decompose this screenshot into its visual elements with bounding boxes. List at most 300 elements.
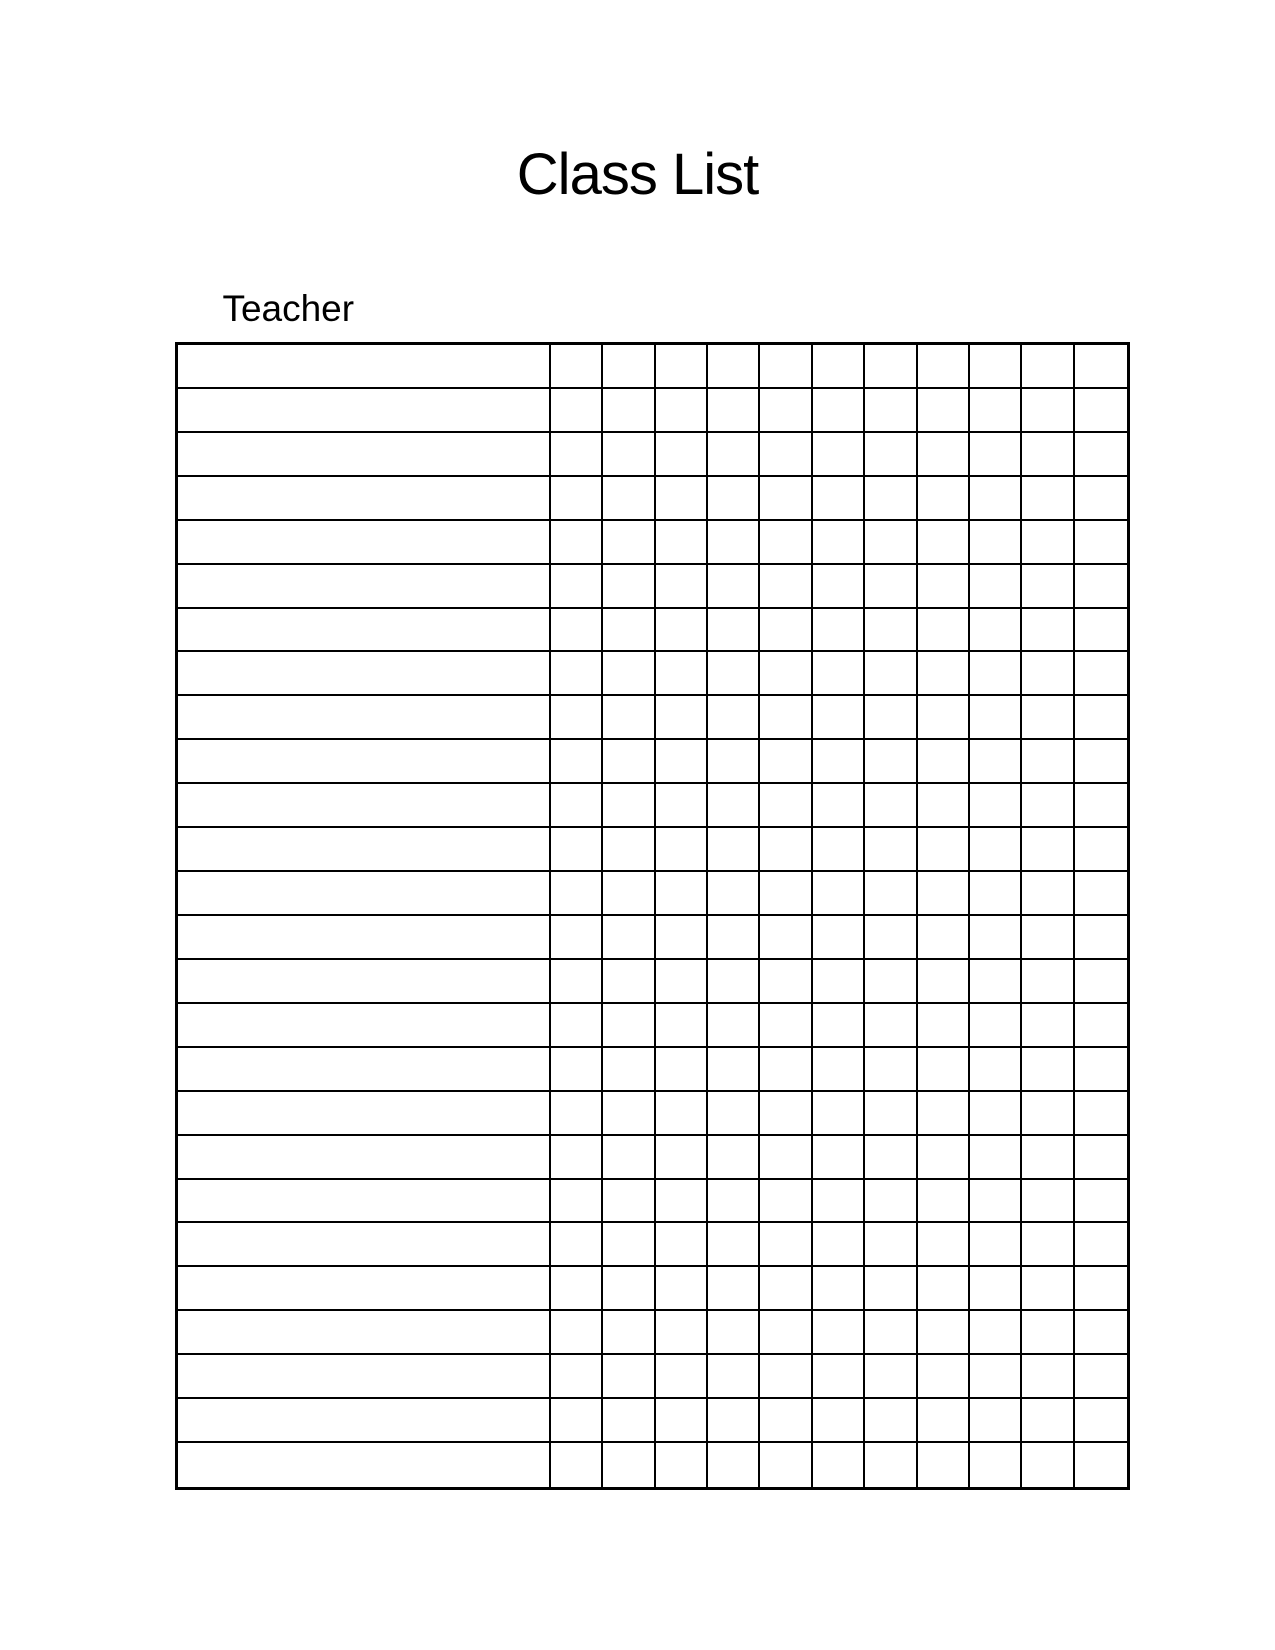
student-name-cell <box>178 565 551 609</box>
mark-cell <box>1022 1004 1074 1048</box>
mark-cell <box>656 1180 708 1224</box>
student-name-cell <box>178 872 551 916</box>
mark-cell <box>1022 565 1074 609</box>
mark-cell <box>551 433 603 477</box>
mark-cell <box>760 1092 812 1136</box>
mark-cell <box>970 740 1022 784</box>
mark-cell <box>918 521 970 565</box>
student-name-cell <box>178 740 551 784</box>
mark-cell <box>865 1136 917 1180</box>
mark-cell <box>656 521 708 565</box>
student-name-cell <box>178 609 551 653</box>
mark-cell <box>970 1136 1022 1180</box>
mark-cell <box>970 696 1022 740</box>
mark-cell <box>603 828 655 872</box>
mark-cell <box>656 1399 708 1443</box>
student-name-cell <box>178 521 551 565</box>
mark-cell <box>970 1399 1022 1443</box>
mark-cell <box>813 1180 865 1224</box>
mark-cell <box>970 433 1022 477</box>
mark-cell <box>918 1399 970 1443</box>
mark-cell <box>603 389 655 433</box>
mark-cell <box>708 1267 760 1311</box>
mark-cell <box>865 389 917 433</box>
mark-cell <box>1022 1443 1074 1487</box>
mark-cell <box>656 1092 708 1136</box>
mark-cell <box>970 960 1022 1004</box>
mark-cell <box>603 477 655 521</box>
mark-cell <box>551 1355 603 1399</box>
mark-cell <box>760 784 812 828</box>
mark-cell <box>551 1443 603 1487</box>
mark-cell <box>865 609 917 653</box>
mark-cell <box>760 740 812 784</box>
mark-cell <box>813 521 865 565</box>
mark-cell <box>708 433 760 477</box>
mark-cell <box>603 1048 655 1092</box>
student-name-cell <box>178 433 551 477</box>
mark-cell <box>1075 521 1127 565</box>
mark-cell <box>970 828 1022 872</box>
mark-cell <box>551 609 603 653</box>
mark-cell <box>708 828 760 872</box>
mark-cell <box>1075 433 1127 477</box>
mark-cell <box>865 916 917 960</box>
mark-cell <box>551 345 603 389</box>
student-name-cell <box>178 1092 551 1136</box>
mark-cell <box>760 1267 812 1311</box>
mark-cell <box>551 1004 603 1048</box>
mark-cell <box>551 1223 603 1267</box>
mark-cell <box>603 696 655 740</box>
mark-cell <box>970 1443 1022 1487</box>
mark-cell <box>918 828 970 872</box>
mark-cell <box>813 433 865 477</box>
mark-cell <box>1022 1399 1074 1443</box>
mark-cell <box>551 1092 603 1136</box>
mark-cell <box>656 916 708 960</box>
mark-cell <box>708 740 760 784</box>
student-name-cell <box>178 784 551 828</box>
mark-cell <box>1075 696 1127 740</box>
mark-cell <box>603 1004 655 1048</box>
mark-cell <box>970 872 1022 916</box>
student-name-cell <box>178 1136 551 1180</box>
mark-cell <box>760 565 812 609</box>
mark-cell <box>918 1355 970 1399</box>
mark-cell <box>603 872 655 916</box>
mark-cell <box>603 345 655 389</box>
mark-cell <box>813 1267 865 1311</box>
mark-cell <box>656 565 708 609</box>
mark-cell <box>1022 1180 1074 1224</box>
mark-cell <box>1075 1355 1127 1399</box>
mark-cell <box>603 521 655 565</box>
mark-cell <box>1022 740 1074 784</box>
mark-cell <box>551 1048 603 1092</box>
mark-cell <box>656 609 708 653</box>
mark-cell <box>760 1136 812 1180</box>
mark-cell <box>918 1092 970 1136</box>
mark-cell <box>603 1180 655 1224</box>
mark-cell <box>760 1355 812 1399</box>
mark-cell <box>551 565 603 609</box>
mark-cell <box>918 345 970 389</box>
mark-cell <box>551 696 603 740</box>
mark-cell <box>708 565 760 609</box>
mark-cell <box>1075 1092 1127 1136</box>
mark-cell <box>760 1443 812 1487</box>
mark-cell <box>813 477 865 521</box>
student-name-cell <box>178 1311 551 1355</box>
mark-cell <box>865 521 917 565</box>
mark-cell <box>1075 1180 1127 1224</box>
mark-cell <box>918 565 970 609</box>
mark-cell <box>865 828 917 872</box>
mark-cell <box>656 740 708 784</box>
mark-cell <box>551 960 603 1004</box>
mark-cell <box>551 740 603 784</box>
mark-cell <box>551 1180 603 1224</box>
mark-cell <box>603 960 655 1004</box>
mark-cell <box>656 652 708 696</box>
mark-cell <box>656 389 708 433</box>
mark-cell <box>918 389 970 433</box>
mark-cell <box>708 609 760 653</box>
mark-cell <box>551 652 603 696</box>
mark-cell <box>603 740 655 784</box>
teacher-label: Teacher <box>222 288 355 329</box>
mark-cell <box>813 1136 865 1180</box>
mark-cell <box>813 609 865 653</box>
mark-cell <box>656 1355 708 1399</box>
mark-cell <box>1022 696 1074 740</box>
mark-cell <box>760 872 812 916</box>
mark-cell <box>1075 1136 1127 1180</box>
mark-cell <box>551 477 603 521</box>
mark-cell <box>918 960 970 1004</box>
mark-cell <box>970 1180 1022 1224</box>
mark-cell <box>1075 916 1127 960</box>
mark-cell <box>918 1311 970 1355</box>
mark-cell <box>603 1311 655 1355</box>
mark-cell <box>760 828 812 872</box>
mark-cell <box>1022 652 1074 696</box>
mark-cell <box>970 1267 1022 1311</box>
mark-cell <box>656 872 708 916</box>
mark-cell <box>1075 1223 1127 1267</box>
mark-cell <box>1075 652 1127 696</box>
mark-cell <box>1075 1311 1127 1355</box>
mark-cell <box>1022 1311 1074 1355</box>
mark-cell <box>656 960 708 1004</box>
mark-cell <box>1075 740 1127 784</box>
student-name-cell <box>178 1267 551 1311</box>
mark-cell <box>970 1048 1022 1092</box>
mark-cell <box>760 1399 812 1443</box>
mark-cell <box>708 345 760 389</box>
student-name-cell <box>178 1399 551 1443</box>
mark-cell <box>708 1136 760 1180</box>
mark-cell <box>603 433 655 477</box>
mark-cell <box>656 1048 708 1092</box>
mark-cell <box>1022 1267 1074 1311</box>
mark-cell <box>551 521 603 565</box>
mark-cell <box>656 784 708 828</box>
mark-cell <box>760 1311 812 1355</box>
mark-cell <box>656 696 708 740</box>
student-name-cell <box>178 1443 551 1487</box>
mark-cell <box>708 784 760 828</box>
mark-cell <box>656 477 708 521</box>
student-name-cell <box>178 389 551 433</box>
mark-cell <box>1022 1048 1074 1092</box>
mark-cell <box>760 1048 812 1092</box>
mark-cell <box>865 784 917 828</box>
mark-cell <box>1075 1267 1127 1311</box>
mark-cell <box>603 1399 655 1443</box>
mark-cell <box>603 1223 655 1267</box>
mark-cell <box>1022 960 1074 1004</box>
mark-cell <box>760 696 812 740</box>
mark-cell <box>1022 433 1074 477</box>
mark-cell <box>918 1267 970 1311</box>
student-name-cell <box>178 1355 551 1399</box>
mark-cell <box>970 1092 1022 1136</box>
mark-cell <box>1022 1136 1074 1180</box>
mark-cell <box>1075 828 1127 872</box>
class-list-table <box>175 342 1130 1490</box>
mark-cell <box>865 477 917 521</box>
mark-cell <box>970 1004 1022 1048</box>
mark-cell <box>551 916 603 960</box>
mark-cell <box>918 1443 970 1487</box>
mark-cell <box>708 696 760 740</box>
mark-cell <box>813 389 865 433</box>
mark-cell <box>970 389 1022 433</box>
mark-cell <box>1075 784 1127 828</box>
mark-cell <box>865 696 917 740</box>
mark-cell <box>918 916 970 960</box>
mark-cell <box>970 521 1022 565</box>
mark-cell <box>918 1136 970 1180</box>
mark-cell <box>708 521 760 565</box>
mark-cell <box>551 828 603 872</box>
student-name-cell <box>178 1223 551 1267</box>
mark-cell <box>656 1136 708 1180</box>
mark-cell <box>551 1399 603 1443</box>
mark-cell <box>918 477 970 521</box>
mark-cell <box>918 696 970 740</box>
mark-cell <box>708 389 760 433</box>
mark-cell <box>970 916 1022 960</box>
mark-cell <box>708 1399 760 1443</box>
mark-cell <box>970 565 1022 609</box>
mark-cell <box>1075 345 1127 389</box>
mark-cell <box>656 1443 708 1487</box>
mark-cell <box>603 1443 655 1487</box>
student-name-cell <box>178 960 551 1004</box>
mark-cell <box>813 740 865 784</box>
mark-cell <box>708 872 760 916</box>
mark-cell <box>656 1267 708 1311</box>
mark-cell <box>1022 609 1074 653</box>
mark-cell <box>865 1399 917 1443</box>
mark-cell <box>918 652 970 696</box>
mark-cell <box>551 1136 603 1180</box>
mark-cell <box>813 652 865 696</box>
mark-cell <box>813 345 865 389</box>
mark-cell <box>760 433 812 477</box>
student-name-cell <box>178 1180 551 1224</box>
mark-cell <box>865 433 917 477</box>
student-name-cell <box>178 1048 551 1092</box>
mark-cell <box>1075 389 1127 433</box>
mark-cell <box>813 696 865 740</box>
page-title: Class List <box>516 142 759 207</box>
mark-cell <box>918 740 970 784</box>
mark-cell <box>708 1223 760 1267</box>
mark-cell <box>551 872 603 916</box>
mark-cell <box>656 1223 708 1267</box>
mark-cell <box>603 916 655 960</box>
mark-cell <box>708 1355 760 1399</box>
mark-cell <box>708 1443 760 1487</box>
mark-cell <box>813 1223 865 1267</box>
mark-cell <box>865 1092 917 1136</box>
mark-cell <box>970 609 1022 653</box>
mark-cell <box>760 960 812 1004</box>
mark-cell <box>813 872 865 916</box>
mark-cell <box>1022 389 1074 433</box>
mark-cell <box>813 1092 865 1136</box>
mark-cell <box>865 1443 917 1487</box>
mark-cell <box>551 389 603 433</box>
mark-cell <box>760 1223 812 1267</box>
mark-cell <box>708 1092 760 1136</box>
student-name-cell <box>178 1004 551 1048</box>
mark-cell <box>656 1004 708 1048</box>
student-name-cell <box>178 652 551 696</box>
student-name-cell <box>178 345 551 389</box>
mark-cell <box>603 1092 655 1136</box>
mark-cell <box>603 609 655 653</box>
mark-cell <box>1022 521 1074 565</box>
mark-cell <box>708 1311 760 1355</box>
mark-cell <box>708 1180 760 1224</box>
student-name-cell <box>178 916 551 960</box>
mark-cell <box>760 389 812 433</box>
mark-cell <box>865 740 917 784</box>
mark-cell <box>708 1048 760 1092</box>
mark-cell <box>1075 609 1127 653</box>
mark-cell <box>813 916 865 960</box>
student-name-cell <box>178 696 551 740</box>
mark-cell <box>813 828 865 872</box>
mark-cell <box>603 1267 655 1311</box>
mark-cell <box>551 784 603 828</box>
mark-cell <box>656 828 708 872</box>
mark-cell <box>865 1048 917 1092</box>
mark-cell <box>708 652 760 696</box>
mark-cell <box>551 1267 603 1311</box>
mark-cell <box>970 652 1022 696</box>
mark-cell <box>970 1223 1022 1267</box>
mark-cell <box>1022 1223 1074 1267</box>
mark-cell <box>813 1443 865 1487</box>
mark-cell <box>603 565 655 609</box>
mark-cell <box>970 477 1022 521</box>
mark-cell <box>603 1136 655 1180</box>
mark-cell <box>603 652 655 696</box>
mark-cell <box>760 1180 812 1224</box>
mark-cell <box>708 960 760 1004</box>
mark-cell <box>760 477 812 521</box>
mark-cell <box>865 345 917 389</box>
mark-cell <box>865 1180 917 1224</box>
mark-cell <box>918 1048 970 1092</box>
mark-cell <box>813 960 865 1004</box>
mark-cell <box>865 1223 917 1267</box>
mark-cell <box>918 1223 970 1267</box>
mark-cell <box>1075 1443 1127 1487</box>
mark-cell <box>760 652 812 696</box>
mark-cell <box>813 1048 865 1092</box>
mark-cell <box>1075 1004 1127 1048</box>
mark-cell <box>865 1267 917 1311</box>
mark-cell <box>1075 1399 1127 1443</box>
mark-cell <box>865 1004 917 1048</box>
mark-cell <box>760 521 812 565</box>
mark-cell <box>813 565 865 609</box>
mark-cell <box>865 872 917 916</box>
mark-cell <box>1022 1092 1074 1136</box>
mark-cell <box>1022 784 1074 828</box>
mark-cell <box>918 609 970 653</box>
mark-cell <box>656 345 708 389</box>
mark-cell <box>1022 872 1074 916</box>
mark-cell <box>603 1355 655 1399</box>
mark-cell <box>656 1311 708 1355</box>
mark-cell <box>918 1180 970 1224</box>
mark-cell <box>813 1399 865 1443</box>
mark-cell <box>970 345 1022 389</box>
mark-cell <box>1022 477 1074 521</box>
mark-cell <box>708 916 760 960</box>
mark-cell <box>813 1355 865 1399</box>
mark-cell <box>865 960 917 1004</box>
mark-cell <box>865 652 917 696</box>
mark-cell <box>760 345 812 389</box>
student-name-cell <box>178 828 551 872</box>
mark-cell <box>865 1355 917 1399</box>
mark-cell <box>970 1355 1022 1399</box>
mark-cell <box>813 1311 865 1355</box>
mark-cell <box>603 784 655 828</box>
mark-cell <box>970 784 1022 828</box>
mark-cell <box>760 916 812 960</box>
mark-cell <box>865 565 917 609</box>
mark-cell <box>708 1004 760 1048</box>
mark-cell <box>1075 960 1127 1004</box>
mark-cell <box>918 784 970 828</box>
mark-cell <box>865 1311 917 1355</box>
mark-cell <box>918 1004 970 1048</box>
mark-cell <box>1075 1048 1127 1092</box>
mark-cell <box>970 1311 1022 1355</box>
mark-cell <box>1075 565 1127 609</box>
mark-cell <box>1022 345 1074 389</box>
